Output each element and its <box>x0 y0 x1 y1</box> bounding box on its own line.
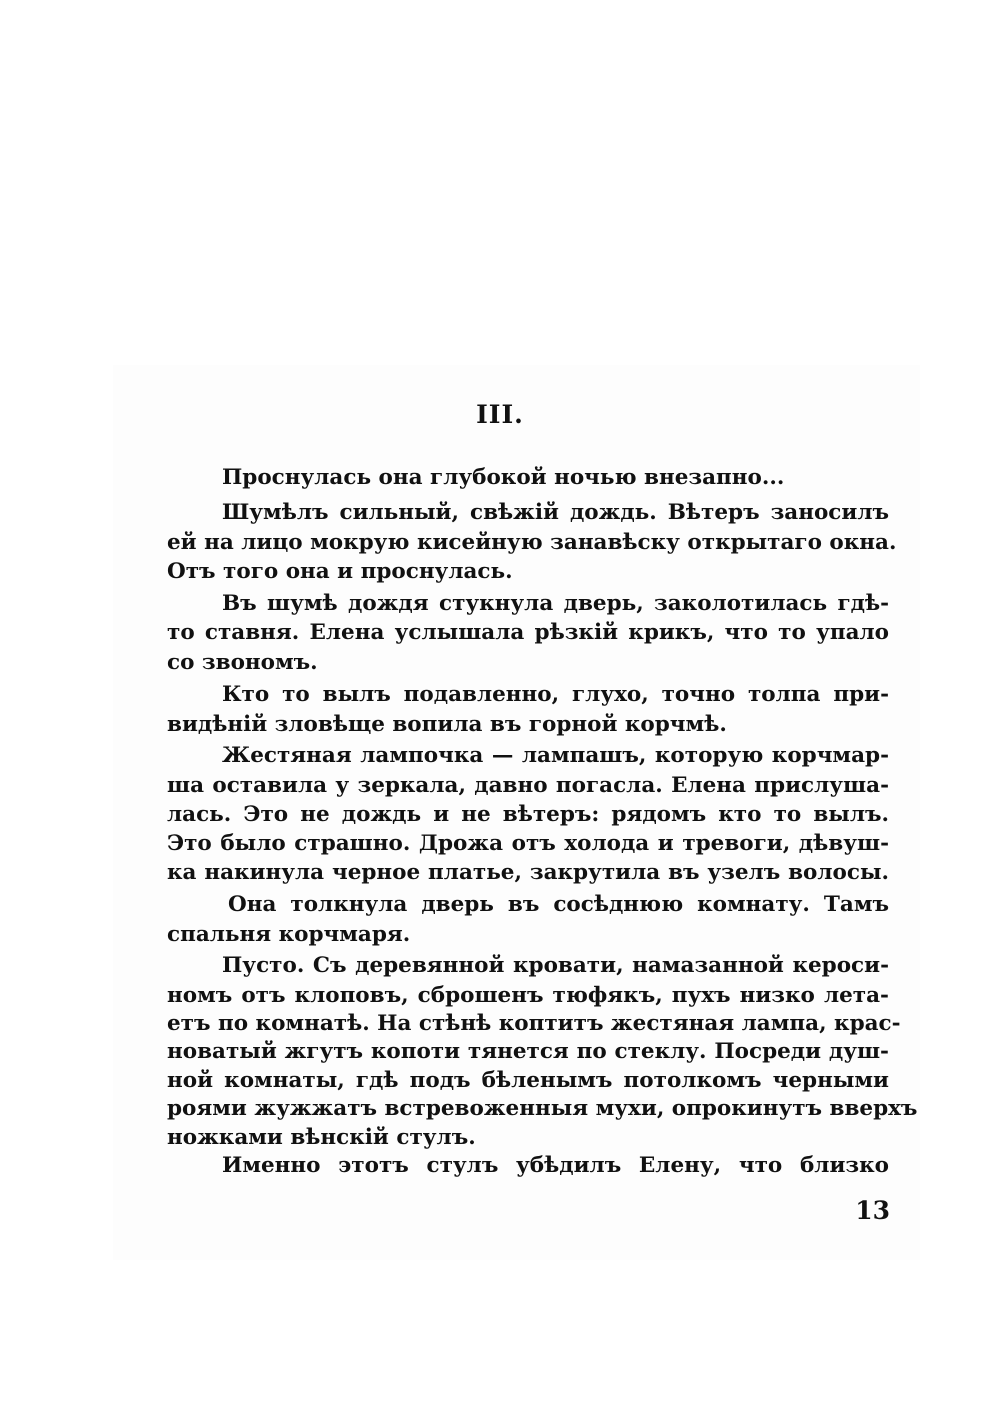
text-line: то ставня. Елена услышала рѣзкій крикъ, что то упало <box>167 620 889 645</box>
text-line: со звономъ. <box>167 650 318 675</box>
text-line: видѣній зловѣще вопила въ горной корчмѣ. <box>167 712 727 737</box>
text-line: ножками вѣнскій стулъ. <box>167 1125 476 1150</box>
page-number: 13 <box>855 1196 890 1225</box>
text-line: ша оставила у зеркала, давно погасла. Елена прислуша- <box>167 773 889 798</box>
text-line: Жестяная лампочка — лампашъ, которую корчмар- <box>222 743 889 768</box>
text-line: роями жужжатъ встревоженныя мухи, опрокинутъ вверхъ <box>167 1096 918 1121</box>
text-line: Отъ того она и проснулась. <box>167 559 513 584</box>
text-line: спальня корчмаря. <box>167 922 411 947</box>
text-line: Проснулась она глубокой ночью внезапно... <box>222 465 785 490</box>
chapter-heading: III. <box>476 400 524 429</box>
text-line: лась. Это не дождь и не вѣтеръ: рядомъ кто то вылъ. <box>167 802 889 827</box>
text-line: ка накинула черное платье, закрутила въ узелъ волосы. <box>167 860 889 885</box>
text-line: номъ отъ клоповъ, сброшенъ тюфякъ, пухъ низко лета- <box>167 983 889 1008</box>
text-line: Въ шумѣ дождя стукнула дверь, заколотилась гдѣ- <box>222 591 889 616</box>
text-line: ей на лицо мокрую кисейную занавѣску открытаго окна. <box>167 530 897 555</box>
text-line: ной комнаты, гдѣ подъ бѣленымъ потолкомъ черными <box>167 1068 889 1093</box>
text-line: Это было страшно. Дрожа отъ холода и тревоги, дѣвуш- <box>167 831 889 856</box>
text-line: Именно этотъ стулъ убѣдилъ Елену, что близко <box>222 1153 889 1178</box>
text-line: новатый жгутъ копоти тянется по стеклу. Посреди душ- <box>167 1039 889 1064</box>
text-line: етъ по комнатѣ. На стѣнѣ коптитъ жестяная лампа, крас- <box>167 1011 901 1036</box>
text-line: Шумѣлъ сильный, свѣжій дождь. Вѣтеръ заносилъ <box>222 500 889 525</box>
text-line: Пусто. Съ деревянной кровати, намазанной кероси- <box>222 953 889 978</box>
text-line: Она толкнула дверь въ сосѣднюю комнату. Тамъ <box>228 892 889 917</box>
text-line: Кто то вылъ подавленно, глухо, точно толпа при- <box>222 682 889 707</box>
